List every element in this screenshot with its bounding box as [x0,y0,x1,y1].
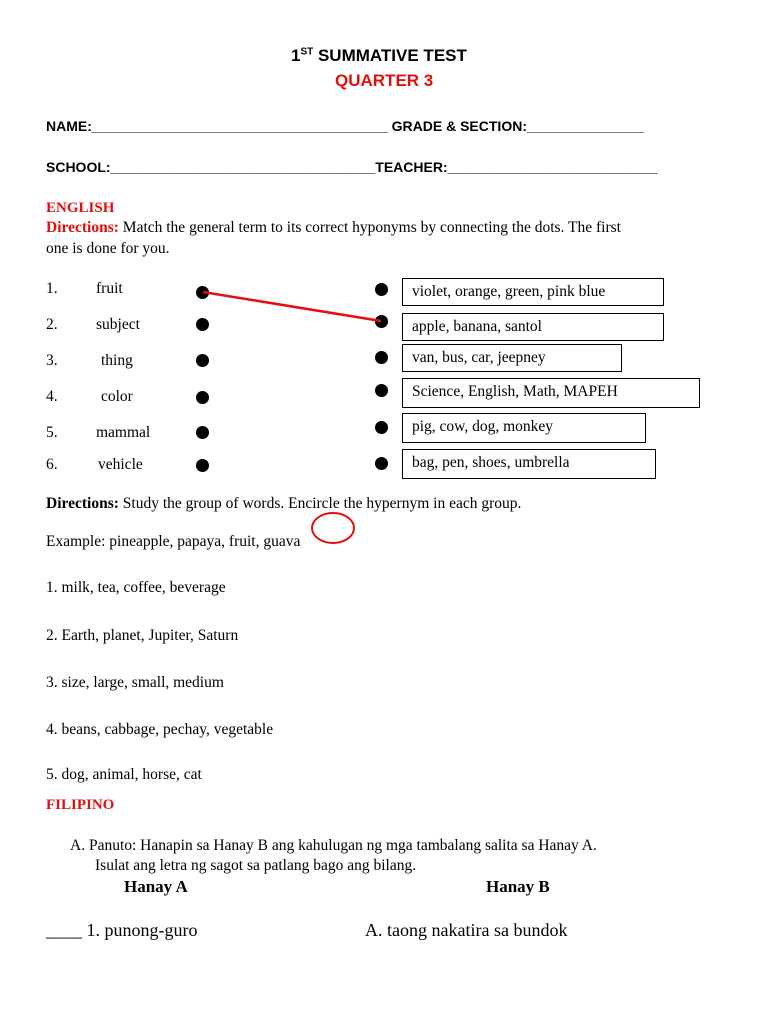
title-text: SUMMATIVE TEST [313,46,467,65]
filipino-section-label: FILIPINO [46,797,115,813]
title-superscript: ST [300,46,314,58]
hanay-a-header: Hanay A [124,877,188,896]
directions2-label: Directions: [46,495,119,512]
term-number: 3. [46,352,58,369]
list-item: 4. beans, cabbage, pechay, vegetable [46,721,274,738]
list-item: 1. milk, tea, coffee, beverage [46,579,226,596]
hanay-b-header: Hanay B [486,877,550,896]
hanay-a-item: ____ 1. punong-guro [46,920,198,940]
filipino-panuto: A. Panuto: Hanapin sa Hanay B ang kahulugan ng mga tambalang salita sa Hanay A. [70,837,597,854]
english-section-label: ENGLISH [46,200,115,216]
hyponym-box: apple, banana, santol [402,313,664,341]
example-connecting-line [203,292,381,321]
filipino-panuto-line2: Isulat ang letra ng sagot sa patlang bago ang bilang. [95,857,417,874]
term-number: 4. [46,388,58,405]
term-number: 1. [46,280,58,297]
term-number: 2. [46,316,58,333]
list-item: 3. size, large, small, medium [46,674,224,691]
title-number: 1 [291,46,301,65]
example-item: Example: pineapple, papaya, fruit, guava [46,533,301,550]
term-label: subject [96,316,140,333]
list-item: 5. dog, animal, horse, cat [46,766,202,783]
english-directions-2 [46,495,521,513]
hyponym-box: bag, pen, shoes, umbrella [402,449,656,479]
term-label: vehicle [98,456,143,473]
term-label: mammal [96,424,151,441]
hyponym-box: violet, orange, green, pink blue [402,278,664,306]
english-directions-line2: one is done for you. [46,240,170,257]
term-number: 6. [46,456,58,473]
term-label: color [101,388,133,405]
term-number: 5. [46,424,58,441]
term-label: thing [101,352,133,369]
hyponym-box: Science, English, Math, MAPEH [402,378,700,408]
hyponym-box: van, bus, car, jeepney [402,344,622,372]
list-item: 2. Earth, planet, Jupiter, Saturn [46,627,239,644]
hyponym-box: pig, cow, dog, monkey [402,413,646,443]
school-teacher-field: SCHOOL:__________________________________TEACHER:___________________________ [46,159,658,175]
name-grade-field: NAME:______________________________________ GRADE & SECTION:_______________ [46,118,644,134]
quarter-label: QUARTER 3 [335,71,434,90]
term-label: fruit [96,280,123,297]
example-encircle-mark [312,513,354,543]
directions2-text: Study the group of words. Encircle the hypernym in each group. [118,495,522,512]
directions-label: Directions: [46,219,119,236]
directions-text: Match the general term to its correct hyponyms by connecting the dots. The first [118,219,621,236]
hanay-b-item: A. taong nakatira sa bundok [365,920,568,940]
